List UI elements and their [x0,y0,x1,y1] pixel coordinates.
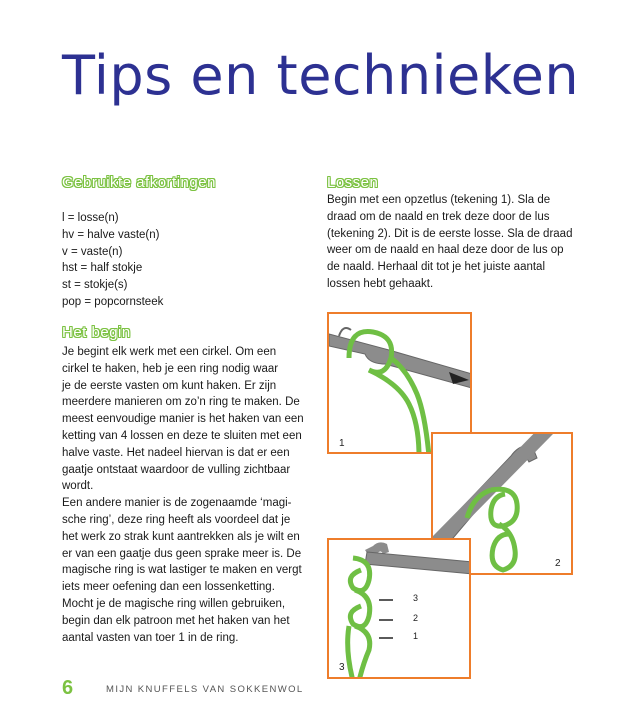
abbreviations-heading: Gebruikte afkortingen [62,174,216,191]
begin-paragraph: Je begint elk werk met een cirkel. Om een cirkel te haken, heb je een ring nodig waar je de eerste vasten om kunt haken. Er zijn meerdere manieren om zo’n ring te maken. De meest eenvoudige manier is het haken van een ketting van 4 lossen en deze te sluiten met een halve vaste. Het nadeel hiervan is dat er een gaatje ontstaat waardoor de vulling zichtbaar wordt. Een andere manier is de zogenaamde ‘magi- sche ring’, deze ring heeft als voordeel dat je het werk zo strak kunt aantrekken als je wilt en er van een gaatje dus geen sprake meer is. De magische ring is wat lastiger te maken en vergt iets meer oefening dan een lossenketting. Mocht je de magische ring willen gebruiken, begin dan elk patroon met het haken van het aantal vasten van toer 1 in de ring. [62,346,304,644]
page-title: Tips en technieken [62,44,580,107]
illustration-number: 2 [555,558,561,569]
illustration-number: 3 [339,662,345,673]
begin-heading: Het begin [62,324,131,341]
lossen-heading: Lossen [327,174,379,191]
crochet-chain-stitches-drawing [329,540,471,679]
stitch-label-1: 1 [413,631,419,641]
illustration-3 [327,538,471,679]
abbreviation-item: hv = halve vaste(n) [62,228,160,241]
abbreviation-item: st = stokje(s) [62,279,128,292]
stitch-label-3: 3 [413,593,419,603]
abbreviations-list [62,210,163,311]
running-footer-title: MIJN KNUFFELS VAN SOKKENWOL [106,684,304,695]
lossen-paragraph: Begin met een opzetlus (tekening 1). Sla de draad om de naald en trek deze door de lus (tekening 2). Dit is de eerste losse. Sla de draad weer om de naald en haal deze door de lus op de naald. Herhaal dit tot je het juiste aantal lossen hebt gehaakt. [327,194,573,290]
abbreviation-item: pop = popcornsteek [62,295,164,308]
stitch-label-2: 2 [413,613,419,623]
abbreviation-item: v = vaste(n) [62,245,123,258]
page-number: 6 [62,677,74,699]
illustration-number: 1 [339,438,345,449]
abbreviation-item: l = losse(n) [62,212,119,224]
abbreviation-item: hst = half stokje [62,262,143,275]
